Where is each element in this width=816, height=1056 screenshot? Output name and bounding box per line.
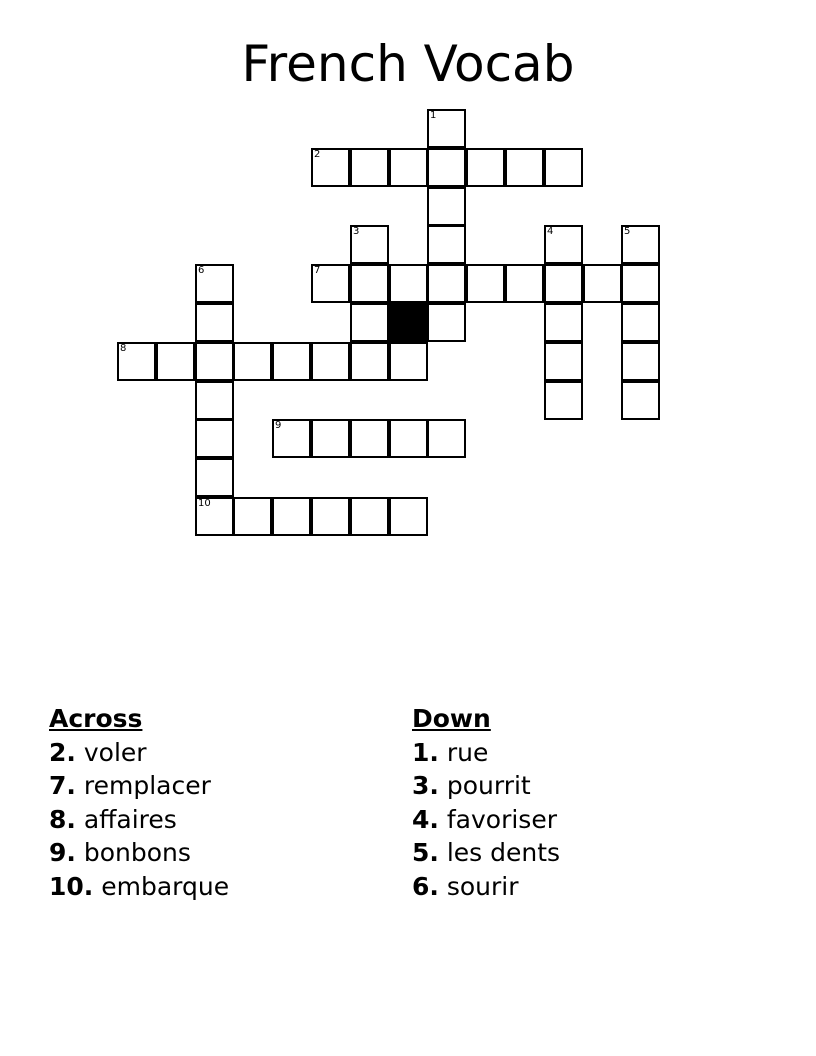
grid-cell[interactable]: [389, 342, 428, 381]
clue-number: 4.: [412, 804, 439, 834]
grid-cell[interactable]: [195, 264, 234, 303]
clue-text: rue: [446, 737, 489, 767]
grid-cell[interactable]: [427, 109, 466, 148]
down-clue-5: [412, 836, 560, 870]
across-heading: Across: [49, 704, 143, 733]
clue-text: remplacer: [83, 771, 211, 800]
blocked-cell: [389, 303, 428, 342]
clue-number-label: 1: [430, 110, 437, 121]
grid-cell[interactable]: [350, 342, 389, 381]
clue-number-label: 2: [314, 149, 321, 160]
grid-cell[interactable]: [621, 381, 660, 420]
clue-text: affaires: [83, 804, 177, 834]
across-clue-2: [49, 736, 229, 770]
grid-cell[interactable]: [350, 148, 389, 187]
clue-number-label: 4: [547, 226, 554, 237]
clue-number: 8.: [49, 804, 76, 834]
grid-cell[interactable]: [195, 419, 234, 458]
grid-cell[interactable]: [350, 419, 389, 458]
clue-number: 9.: [49, 838, 76, 867]
down-clue-1: [412, 736, 560, 770]
grid-cell[interactable]: [427, 303, 466, 342]
grid-cell[interactable]: [427, 187, 466, 226]
clue-text: voler: [83, 737, 147, 767]
clue-number: 3.: [412, 771, 439, 800]
grid-cell[interactable]: [272, 342, 311, 381]
grid-cell[interactable]: [583, 264, 622, 303]
clue-number-label: 3: [353, 226, 360, 237]
grid-cell[interactable]: [350, 264, 389, 303]
grid-cell[interactable]: [544, 303, 583, 342]
across-clue-8: [49, 803, 229, 837]
grid-cell[interactable]: [350, 303, 389, 342]
grid-cell[interactable]: [544, 264, 583, 303]
grid-cell[interactable]: [544, 148, 583, 187]
clue-text: favoriser: [446, 804, 557, 834]
down-clue-3: [412, 769, 560, 803]
grid-cell[interactable]: [233, 342, 272, 381]
grid-cell[interactable]: [311, 497, 350, 536]
clue-number-label: 8: [120, 343, 127, 354]
grid-cell[interactable]: [195, 303, 234, 342]
grid-cell[interactable]: [117, 342, 156, 381]
clue-number: 6.: [412, 871, 439, 901]
clue-text: embarque: [101, 871, 230, 901]
grid-cell[interactable]: [195, 458, 234, 497]
clue-text: sourir: [446, 871, 519, 901]
clue-number: 1.: [412, 737, 439, 767]
grid-cell[interactable]: [505, 264, 544, 303]
grid-cell[interactable]: [195, 342, 234, 381]
grid-cell[interactable]: [544, 342, 583, 381]
clue-number: 7.: [49, 771, 76, 800]
grid-cell[interactable]: [389, 148, 428, 187]
grid-cell[interactable]: [621, 225, 660, 264]
down-clue-6: [412, 870, 560, 904]
down-clues: [412, 702, 560, 903]
clue-number: 10.: [49, 871, 94, 901]
grid-cell[interactable]: [350, 497, 389, 536]
grid-cell[interactable]: [389, 419, 428, 458]
grid-cell[interactable]: [272, 419, 311, 458]
grid-cell[interactable]: [427, 225, 466, 264]
grid-cell[interactable]: [427, 419, 466, 458]
clue-number-label: 7: [314, 265, 321, 276]
grid-cell[interactable]: [427, 264, 466, 303]
grid-cell[interactable]: [621, 264, 660, 303]
grid-cell[interactable]: [466, 148, 505, 187]
grid-cell[interactable]: [311, 148, 350, 187]
clue-number-label: 6: [198, 265, 205, 276]
grid-cell[interactable]: [621, 342, 660, 381]
grid-cell[interactable]: [544, 225, 583, 264]
clue-number-label: 10: [198, 498, 211, 509]
across-clues: [49, 702, 229, 903]
grid-cell[interactable]: [389, 264, 428, 303]
clue-number-label: 5: [624, 226, 631, 237]
grid-cell[interactable]: [466, 264, 505, 303]
across-clue-9: [49, 836, 229, 870]
grid-cell[interactable]: [621, 303, 660, 342]
clue-text: pourrit: [446, 771, 531, 800]
grid-cell[interactable]: [311, 264, 350, 303]
grid-cell[interactable]: [195, 381, 234, 420]
grid-cell[interactable]: [311, 342, 350, 381]
grid-cell[interactable]: [389, 497, 428, 536]
grid-cell[interactable]: [544, 381, 583, 420]
grid-cell[interactable]: [311, 419, 350, 458]
across-clue-10: [49, 870, 229, 904]
clue-text: les dents: [446, 838, 561, 867]
grid-cell[interactable]: [156, 342, 195, 381]
across-clue-7: [49, 769, 229, 803]
down-clue-4: [412, 803, 560, 837]
grid-cell[interactable]: [505, 148, 544, 187]
puzzle-title: French Vocab: [241, 35, 575, 93]
clue-number: 5.: [412, 838, 439, 867]
grid-cell[interactable]: [272, 497, 311, 536]
grid-cell[interactable]: [233, 497, 272, 536]
clue-text: bonbons: [83, 838, 191, 867]
grid-cell[interactable]: [427, 148, 466, 187]
grid-cell[interactable]: [195, 497, 234, 536]
grid-cell[interactable]: [350, 225, 389, 264]
clue-number: 2.: [49, 737, 76, 767]
down-heading: Down: [412, 704, 491, 733]
clue-number-label: 9: [275, 420, 282, 431]
